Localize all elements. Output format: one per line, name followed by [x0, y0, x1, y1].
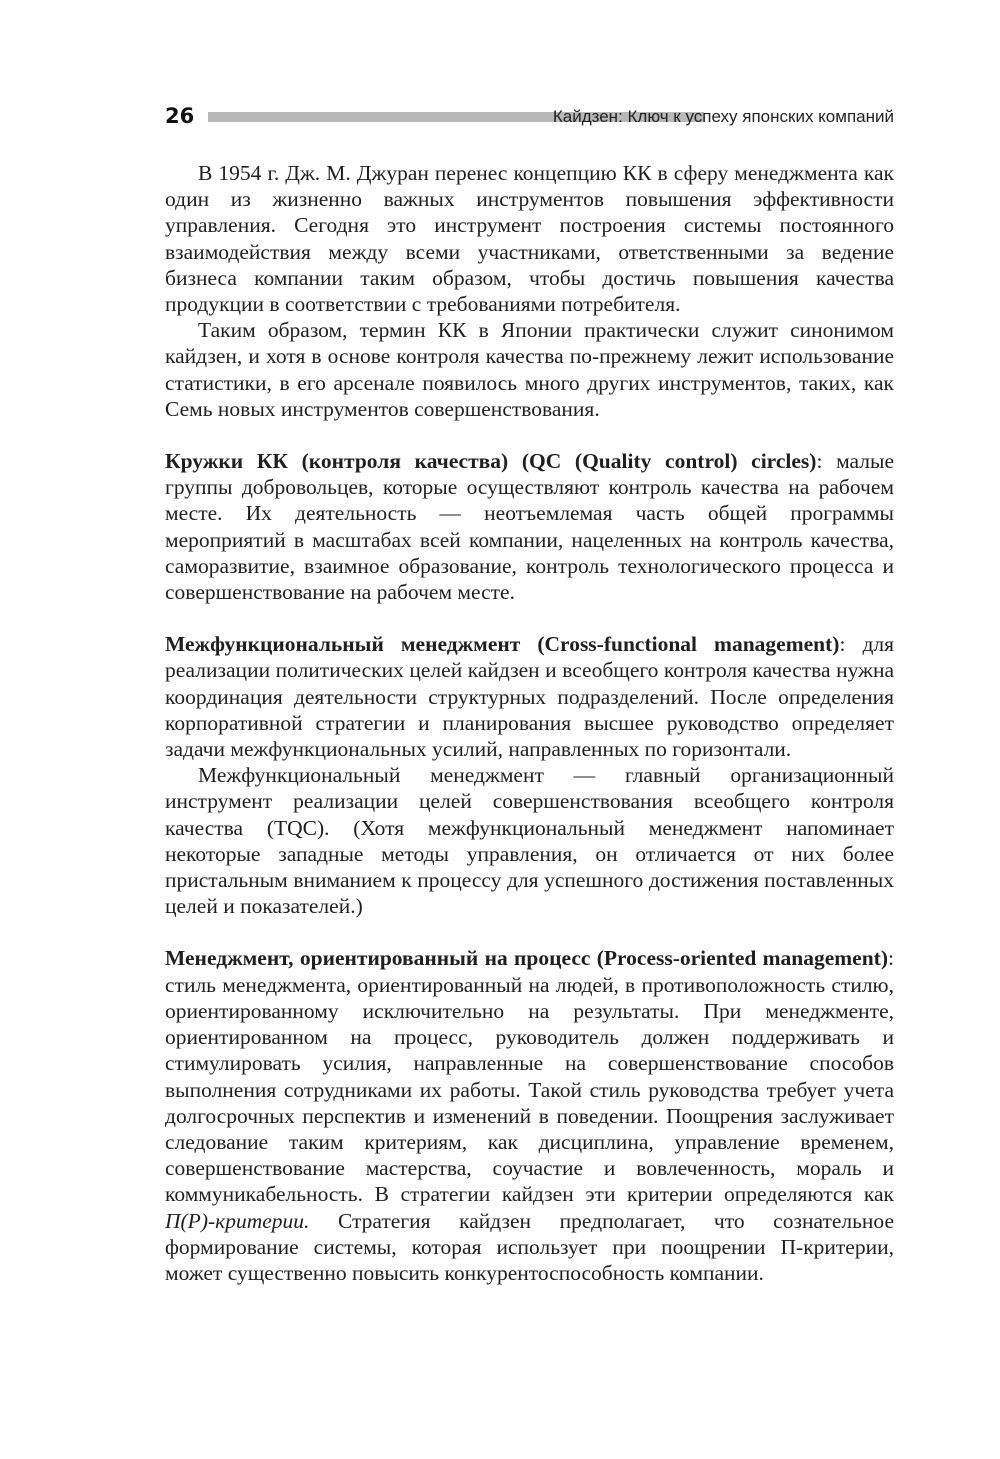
page-body [165, 160, 894, 1286]
definition-process-oriented-text-end: Стратегия кайдзен предполагает, что сознательное формирование системы, которая использует при поощрении П-критерии, может существенно повысить конкурентоспособность компании. [165, 1208, 894, 1285]
definition-qc-circles [165, 448, 894, 605]
definition-process-oriented-text: : стиль менеджмента, ориентированный на людей, в противоположность стилю, ориентированному исключительно на результаты. При менеджменте, ориентированном на процесс, руководитель должен поддерживать и стимулировать усилия, направленные на совершенствование способов выполнения сотрудниками их работы. Такой стиль руководства требует учета долгосрочных перспектив и изменений в поведении. Поощрения заслуживает следование таким критериям, как дисциплина, управление временем, совершенствование мастерства, соучастие и вовлеченность, мораль и коммуникабельность. В стратегии кайдзен эти критерии определяются как [165, 946, 894, 1207]
running-title: Кайдзен: Ключ к успеху японских компаний [552, 107, 894, 126]
paragraph-cross-functional-tqc: Межфункциональный менеджмент — главный организационный инструмент реализации целей совершенствования всеобщего контроля качества (TQC). (Хотя межфункциональный менеджмент напоминает некоторые западные методы управления, он отличается от них более пристальным вниманием к процессу для успешного достижения поставленных целей и показателей.) [165, 763, 894, 919]
page-header [165, 102, 894, 134]
p-criteria-term: П(Р)-критерии. [165, 1208, 310, 1233]
paragraph-qc-synonym: Таким образом, термин КК в Японии практически служит синонимом кайдзен, и хотя в основе контроля качества по-прежнему лежит использование статистики, в его арсенале появилось много других инструментов, таких, как Семь новых инструментов совершенствования. [165, 318, 894, 421]
term-process-oriented: Менеджмент, ориентированный на процесс (Process-oriented management) [165, 946, 889, 971]
definition-cross-functional [165, 631, 894, 762]
term-cross-functional: Межфункциональный менеджмент (Cross-functional management) [165, 632, 840, 657]
term-qc-circles: Кружки КК (контроля качества) (QC (Quality control) circles) [165, 449, 817, 474]
paragraph-juran: В 1954 г. Дж. М. Джуран перенес концепцию КК в сферу менеджмента как один из жизненно важных инструментов повышения эффективности управления. Сегодня это инструмент построения системы постоянного взаимодействия между всеми участниками, ответственными за ведение бизнеса компании таким образом, чтобы достичь повышения качества продукции в соответствии с требованиями потребителя. [165, 161, 894, 317]
page-number: 26 [165, 104, 195, 128]
definition-process-oriented [165, 945, 894, 1286]
definition-cross-functional-text: : для реализации политических целей кайдзен и всеобщего контроля качества нужна координация деятельности структурных подразделений. После определения корпоративной стратегии и планирования высшее руководство определяет задачи межфункциональных усилий, направленных по горизонтали. [165, 632, 894, 762]
definition-qc-circles-text: : малые группы добровольцев, которые осуществляют контроль качества на рабочем месте. Их деятельность — неотъемлемая часть общей программы мероприятий в масштабах всей компании, нацеленных на контроль качества, саморазвитие, взаимное образование, контроль технологического процесса и совершенствование на рабочем месте. [165, 449, 894, 605]
